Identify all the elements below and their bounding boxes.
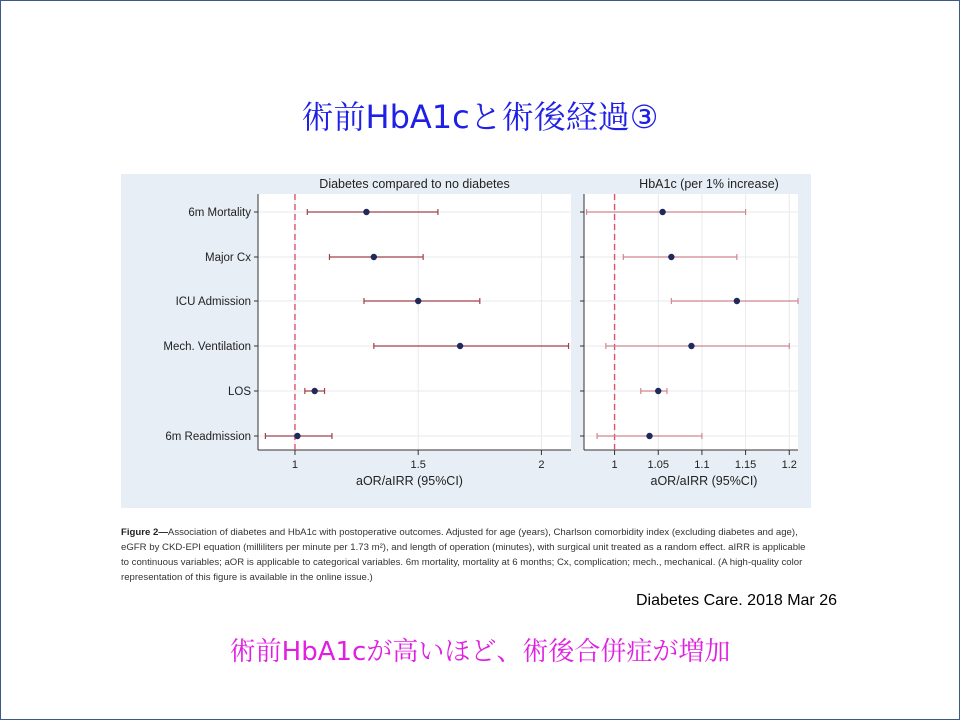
x-tick-label: 1.05: [647, 459, 669, 471]
caption-label: Figure 2—: [121, 527, 168, 538]
panel-hba1c: [580, 177, 798, 488]
plot-area: [258, 194, 571, 450]
forest-plot-figure: [121, 174, 811, 508]
x-tick-label: 1: [291, 459, 299, 471]
estimate-point: [659, 209, 665, 215]
source-citation: Diabetes Care. 2018 Mar 26: [636, 592, 837, 609]
estimate-point: [734, 298, 740, 304]
plot-area: [584, 194, 798, 450]
estimate-point: [457, 343, 463, 349]
estimate-point: [655, 388, 661, 394]
conclusion-text: 術前HbA1cが高いほど、術後合併症が増加: [229, 637, 731, 667]
estimate-point: [688, 343, 694, 349]
estimate-point: [371, 254, 377, 260]
estimate-point: [668, 254, 674, 260]
x-tick-label: 2: [538, 459, 545, 471]
panel-diabetes: [163, 177, 571, 488]
y-tick-label: Mech. Ventilation: [163, 341, 251, 353]
estimate-point: [363, 209, 369, 215]
estimate-point: [646, 433, 652, 439]
y-tick-label: LOS: [227, 386, 251, 398]
x-tick-label: 1.1: [694, 459, 710, 471]
x-tick-label: 1.5: [410, 459, 426, 471]
x-tick-label: 1.15: [734, 459, 757, 471]
caption-text: Association of diabetes and HbA1c with postoperative outcomes. Adjusted for age (years), Charlson comorbidity index (excluding diabetes and age), eGFR by CKD-EPI equation (milliliters per minute per 1.73 m²), and length of operation (minutes), with surgical unit treated as a random effect. aIRR is applicable to continuous variables; aOR is applicable to categorical variables. 6m mortality, mortality at 6 months; Cx, complication; mech., mechanical. (A high-quality color representation of this figure is available in the online issue.): [121, 527, 806, 583]
figure-caption: [121, 525, 813, 585]
estimate-point: [294, 433, 300, 439]
x-axis-label: aOR/aIRR (95%CI): [356, 474, 463, 488]
panel-title: Diabetes compared to no diabetes: [319, 177, 510, 191]
estimate-point: [415, 298, 421, 304]
x-tick-label: 1.2: [781, 459, 797, 471]
y-tick-label: 6m Readmission: [165, 431, 251, 443]
y-tick-label: ICU Admission: [175, 296, 251, 308]
estimate-point: [311, 388, 317, 394]
y-tick-label: Major Cx: [204, 252, 251, 264]
y-tick-label: 6m Mortality: [188, 207, 251, 219]
slide-title: 術前HbA1cと術後経過③: [301, 98, 659, 136]
panel-title: HbA1c (per 1% increase): [639, 177, 779, 191]
x-axis-label: aOR/aIRR (95%CI): [650, 474, 758, 488]
x-tick-label: 1: [611, 459, 618, 471]
